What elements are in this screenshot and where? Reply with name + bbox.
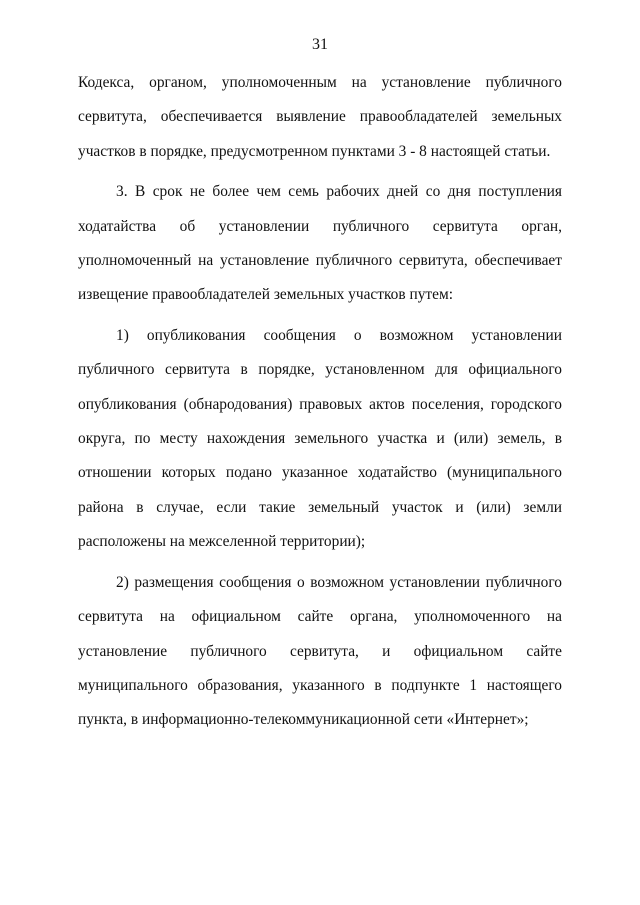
paragraph-item-3: 3. В срок не более чем семь рабочих дней со дня поступления ходатайства об установлении публичного сервитута орган, уполномоченный на установление публичного сервитута, обеспечивает извещение правообладателей земельных участков путем: xyxy=(78,183,562,304)
document-body xyxy=(78,66,562,738)
paragraph-continuation: Кодекса, органом, уполномоченным на установление публичного сервитута, обеспечивается выявление правообладателей земельных участков в порядке, предусмотренном пунктами 3 - 8 настоящей статьи. xyxy=(78,74,562,160)
paragraph-subitem-2: 2) размещения сообщения о возможном установлении публичного сервитута на официальном сайте органа, уполномоченного на установление публичного сервитута, и официальном сайте муниципального образования, указанного в подпункте 1 настоящего пункта, в информационно-телекоммуникационной сети «Интернет»; xyxy=(78,573,562,729)
page-number: 31 xyxy=(312,36,328,53)
paragraph-subitem-1: 1) опубликования сообщения о возможном установлении публичного сервитута в порядке, установленном для официального опубликования (обнародования) правовых актов поселения, городского округа, по месту нахождения земельного участка и (или) земель, в отношении которых подано указанное ходатайство (муниципального района в случае, если такие земельный участок и (или) земли расположены на межселенной территории); xyxy=(78,326,562,551)
